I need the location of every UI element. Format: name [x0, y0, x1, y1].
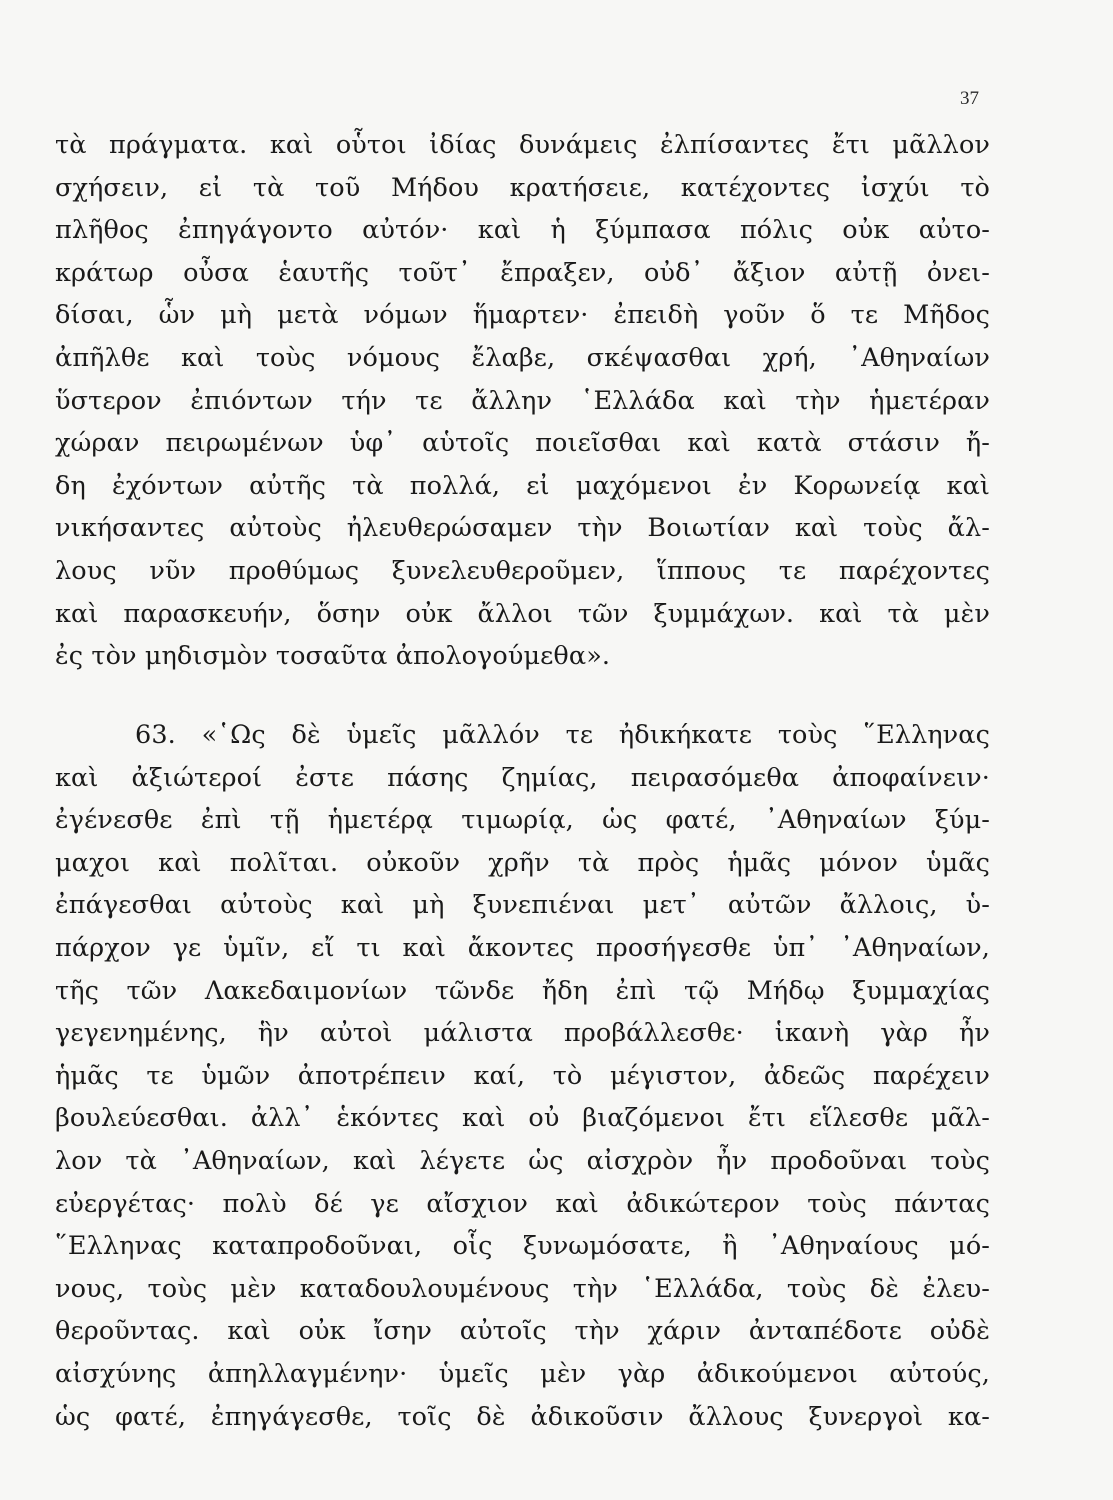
paragraph-1 [55, 124, 990, 678]
text-line: ἡμᾶς τε ὑμῶν ἀποτρέπειν καί, τὸ μέγιστον, ἀδεῶς παρέχειν [55, 1060, 990, 1091]
text-line: ἐγένεσθε ἐπὶ τῇ ἡμετέρᾳ τιμωρίᾳ, ὡς φατέ, ᾽Αθηναίων ξύμ- [55, 805, 990, 836]
text-line: νικήσαντες αὐτοὺς ἠλευθερώσαμεν τὴν Βοιωτίαν καὶ τοὺς ἄλ- [55, 513, 990, 544]
text-line: εὐεργέτας· πολὺ δέ γε αἴσχιον καὶ ἀδικώτερον τοὺς πάντας [55, 1188, 990, 1219]
text-line: 63. «῾Ως δὲ ὑμεῖς μᾶλλόν τε ἠδικήκατε τοὺς ῞Ελληνας [135, 720, 990, 750]
text-line: τὰ πράγματα. καὶ οὗτοι ἰδίας δυνάμεις ἐλπίσαντες ἔτι μᾶλλον [55, 130, 990, 160]
text-line: βουλεύεσθαι. ἀλλ᾽ ἑκόντες καὶ οὐ βιαζόμενοι ἔτι εἵλεσθε μᾶλ- [55, 1103, 990, 1134]
text-line: καὶ ἀξιώτεροί ἐστε πάσης ζημίας, πειρασόμεθα ἀποφαίνειν· [55, 762, 990, 793]
text-line: ὡς φατέ, ἐπηγάγεσθε, τοῖς δὲ ἀδικοῦσιν ἄλλους ξυνεργοὶ κα- [55, 1401, 990, 1432]
text-line: ἐς τὸν μηδισμὸν τοσαῦτα ἀπολογούμεθα». [55, 641, 611, 672]
text-line: ἀπῆλθε καὶ τοὺς νόμους ἔλαβε, σκέψασθαι χρή, ᾽Αθηναίων [55, 342, 990, 373]
text-line: χώραν πειρωμένων ὑφ᾽ αὑτοῖς ποιεῖσθαι καὶ κατὰ στάσιν ἤ- [55, 428, 990, 459]
text-line: γεγενημένης, ἣν αὐτοὶ μάλιστα προβάλλεσθε· ἱκανὴ γὰρ ἦν [55, 1018, 990, 1049]
text-line: σχήσειν, εἰ τὰ τοῦ Μήδου κρατήσειε, κατέχοντες ἰσχύι τὸ [55, 172, 990, 203]
text-line: καὶ παρασκευήν, ὅσην οὐκ ἄλλοι τῶν ξυμμάχων. καὶ τὰ μὲν [55, 598, 990, 629]
text-line: νους, τοὺς μὲν καταδουλουμένους τὴν ῾Ελλάδα, τοὺς δὲ ἐλευ- [55, 1273, 990, 1304]
text-line: ὕστερον ἐπιόντων τήν τε ἄλλην ῾Ελλάδα καὶ τὴν ἡμετέραν [55, 385, 990, 416]
text-line: ἐπάγεσθαι αὐτοὺς καὶ μὴ ξυνεπιέναι μετ᾽ αὐτῶν ἄλλοις, ὑ- [55, 890, 990, 921]
text-line: λον τὰ ᾽Αθηναίων, καὶ λέγετε ὡς αἰσχρὸν ἦν προδοῦναι τοὺς [55, 1145, 990, 1176]
text-line: πάρχον γε ὑμῖν, εἴ τι καὶ ἄκοντες προσήγεσθε ὑπ᾽ ᾽Αθηναίων, [55, 932, 990, 963]
text-line: δίσαι, ὧν μὴ μετὰ νόμων ἥμαρτεν· ἐπειδὴ γοῦν ὅ τε Μῆδος [55, 300, 990, 331]
text-line: αἰσχύνης ἀπηλλαγμένην· ὑμεῖς μὲν γὰρ ἀδικούμενοι αὐτούς, [55, 1358, 990, 1389]
text-line: ῞Ελληνας καταπροδοῦναι, οἷς ξυνωμόσατε, ἢ ᾽Αθηναίους μό- [55, 1231, 990, 1262]
text-line: πλῆθος ἐπηγάγοντο αὐτόν· καὶ ἡ ξύμπασα πόλις οὐκ αὐτο- [55, 215, 990, 246]
text-line: δη ἐχόντων αὐτῆς τὰ πολλά, εἰ μαχόμενοι ἐν Κορωνείᾳ καὶ [55, 470, 990, 501]
text-line: μαχοι καὶ πολῖται. οὐκοῦν χρῆν τὰ πρὸς ἡμᾶς μόνον ὑμᾶς [55, 847, 990, 878]
text-line: τῆς τῶν Λακεδαιμονίων τῶνδε ἤδη ἐπὶ τῷ Μήδῳ ξυμμαχίας [55, 975, 990, 1006]
paragraph-2 [55, 714, 990, 1438]
text-line: θεροῦντας. καὶ οὐκ ἴσην αὐτοῖς τὴν χάριν ἀνταπέδοτε οὐδὲ [55, 1316, 990, 1347]
text-line: λους νῦν προθύμως ξυνελευθεροῦμεν, ἵππους τε παρέχοντες [55, 555, 990, 586]
page-number: 37 [960, 88, 979, 109]
text-line: κράτωρ οὖσα ἑαυτῆς τοῦτ᾽ ἔπραξεν, οὐδ᾽ ἄξιον αὐτῇ ὀνει- [55, 257, 990, 288]
